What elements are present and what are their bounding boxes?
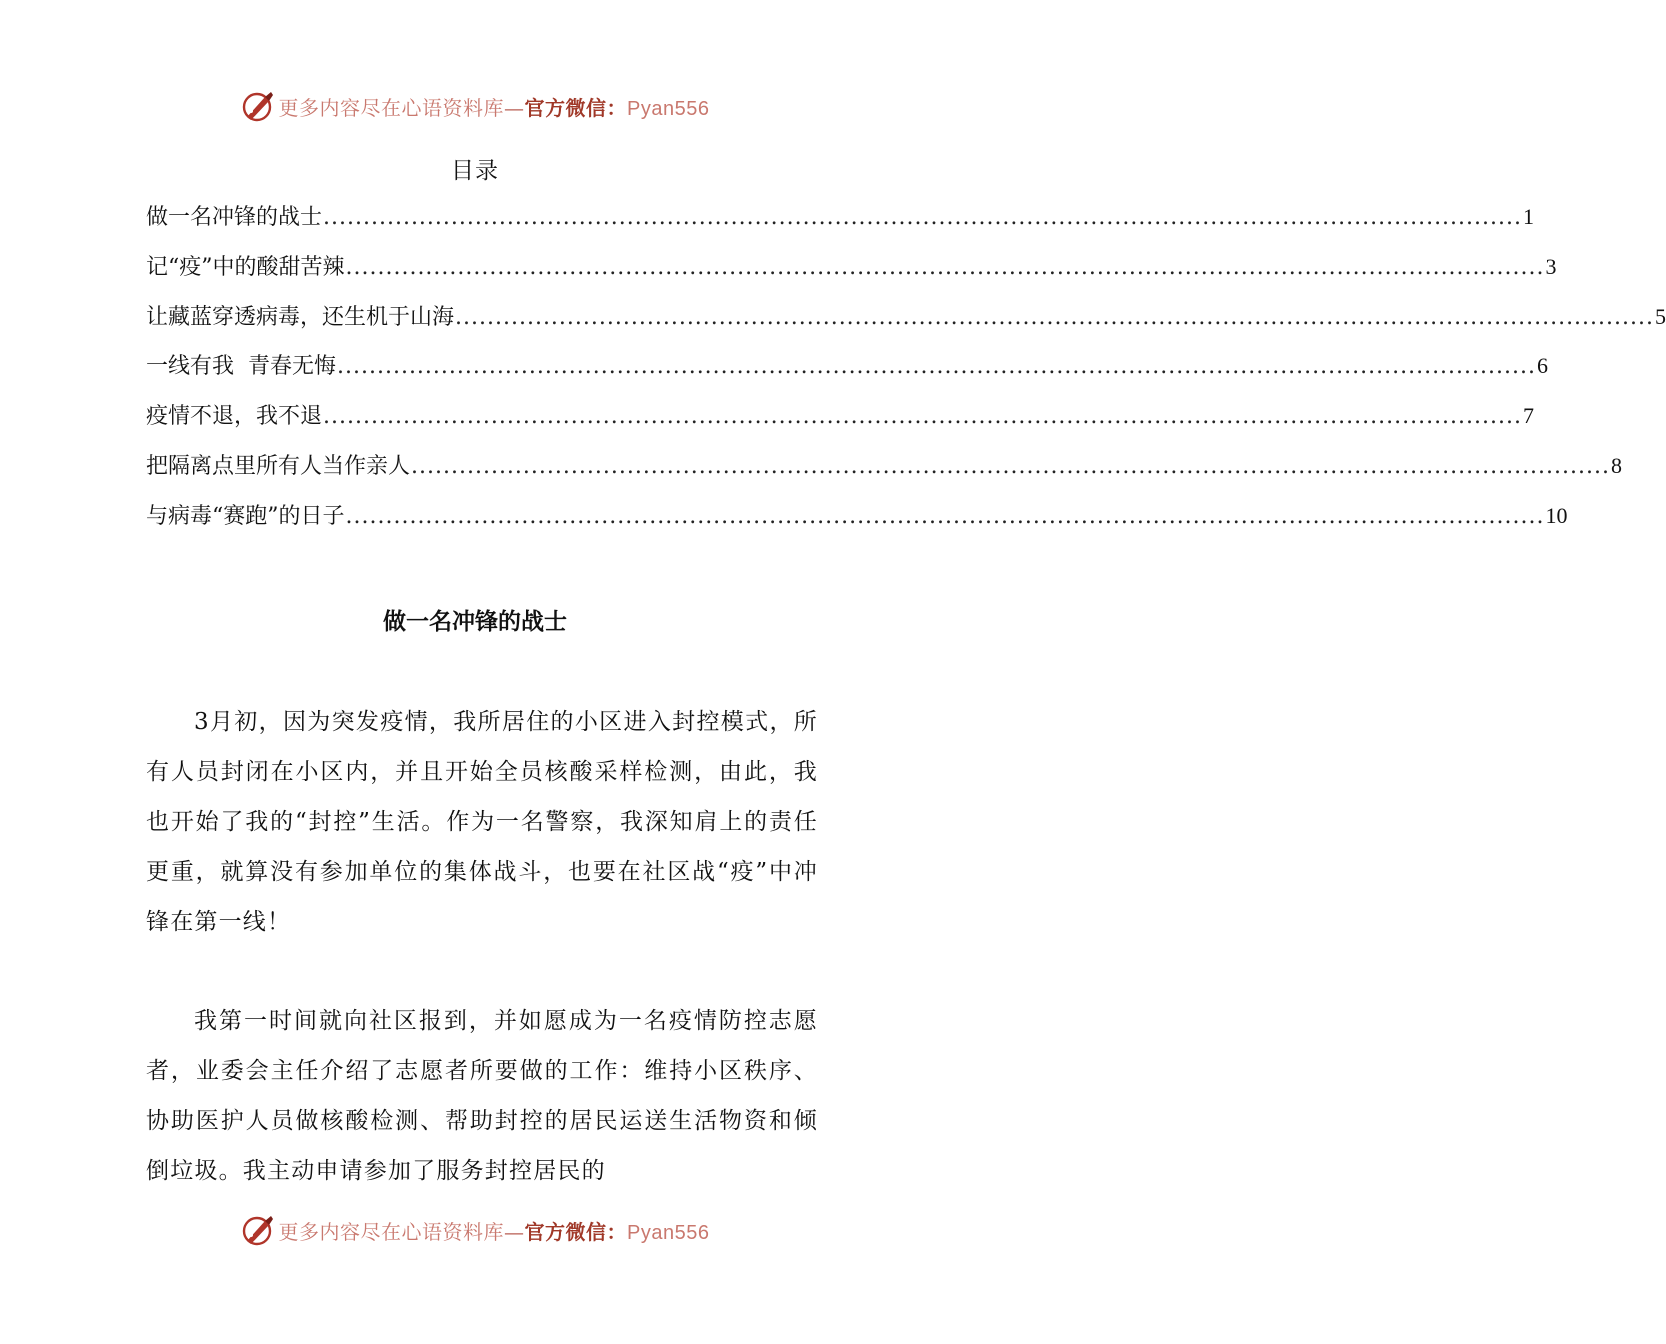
toc-leader-dots: ......................................................................................................................................................	[323, 404, 1522, 430]
toc-entry-page: 5	[1655, 303, 1666, 329]
toc-leader-dots: ......................................................................................................................................................	[345, 254, 1545, 280]
toc-entry-title: 做一名冲锋的战士	[146, 205, 323, 230]
toc-entry[interactable]	[146, 349, 1548, 399]
toc-entry-title: 让藏蓝穿透病毒，还生机于山海	[146, 304, 455, 330]
article-paragraph: 3月初，因为突发疫情，我所居住的小区进入封控模式，所有人员封闭在小区内，并且开始全员核酸采样检测，由此，我也开始了我的“封控”生活。作为一名警察，我深知肩上的责任更重，就算没有参加单位的集体战斗，也要在社区战“疫”中冲锋在第一线！	[146, 709, 818, 935]
pen-logo-icon	[241, 89, 275, 123]
watermark-banner-top	[0, 86, 950, 126]
toc-entry-page: 1	[1523, 204, 1534, 229]
toc-entry[interactable]	[146, 449, 1622, 499]
toc-entry[interactable]	[146, 499, 1568, 549]
toc-entry-page: 3	[1545, 253, 1557, 279]
watermark-text: 更多内容尽在心语资料库—官方微信：Pyan556	[278, 1219, 710, 1244]
toc-entry-page: 8	[1611, 452, 1622, 478]
table-of-contents	[146, 200, 1666, 549]
watermark-text: 更多内容尽在心语资料库—官方微信：Pyan556	[278, 95, 710, 120]
toc-entry-title: 疫情不退，我不退	[146, 404, 323, 430]
toc-leader-dots: ......................................................................................................................................................	[337, 354, 1536, 380]
toc-entry-page: 7	[1523, 403, 1534, 429]
article-paragraph: 我第一时间就向社区报到，并如愿成为一名疫情防控志愿者，业委会主任介绍了志愿者所要做的工作：维持小区秩序、协助医护人员做核酸检测、帮助封控的居民运送生活物资和倾倒垃圾。我主动申请参加了服务封控居民的	[146, 1008, 818, 1184]
toc-leader-dots: ......................................................................................................................................................	[411, 453, 1610, 479]
toc-leader-dots: ......................................................................................................................................................	[323, 205, 1522, 230]
toc-entry-title: 把隔离点里所有人当作亲人	[146, 453, 411, 479]
toc-entry[interactable]	[146, 399, 1534, 449]
toc-entry[interactable]	[146, 250, 1557, 300]
toc-entry-title: 一线有我 青春无悔	[146, 354, 336, 380]
watermark-banner-bottom	[0, 1210, 950, 1250]
toc-entry[interactable]	[146, 200, 1534, 250]
toc-entry-title: 与病毒“赛跑”的日子	[146, 503, 345, 529]
article-heading: 做一名冲锋的战士	[383, 609, 567, 635]
toc-title: 目录	[451, 158, 499, 184]
toc-leader-dots: ......................................................................................................................................................	[455, 304, 1654, 330]
toc-entry-title: 记“疫”中的酸甜苦辣	[146, 254, 345, 280]
pen-logo-icon	[241, 1213, 275, 1247]
toc-leader-dots: ......................................................................................................................................................	[345, 503, 1545, 529]
toc-entry-page: 6	[1536, 353, 1548, 379]
toc-entry-page: 10	[1545, 502, 1568, 528]
toc-entry[interactable]	[146, 300, 1666, 350]
